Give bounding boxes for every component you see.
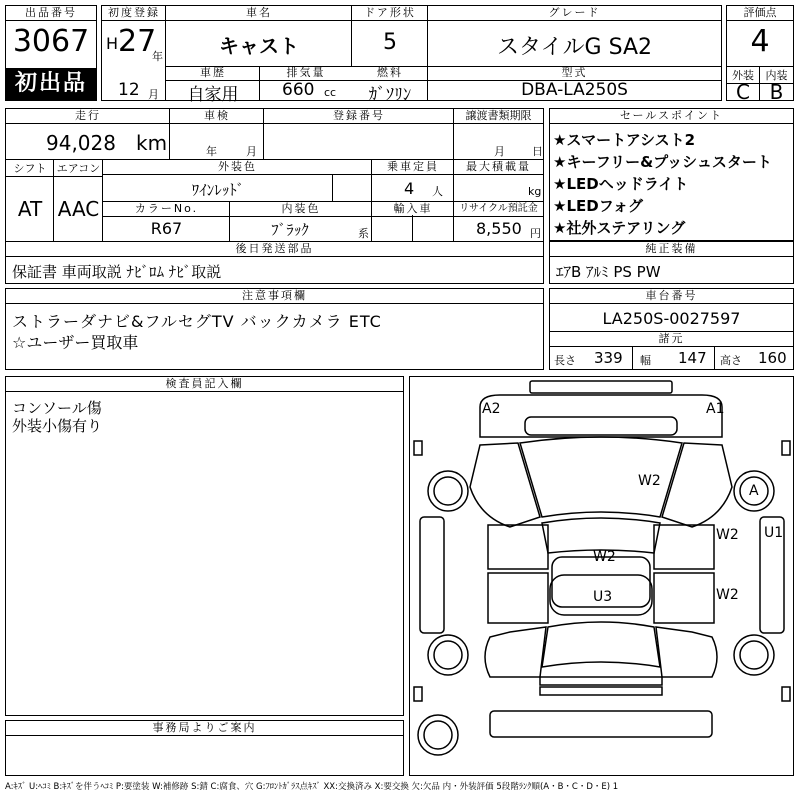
mark-a2: A2 [482, 401, 501, 417]
inspector-label: 検査員記入欄 [6, 377, 403, 392]
vehicle-info-grid [5, 108, 544, 284]
history: 自家用 [187, 85, 239, 105]
equipment-box [549, 241, 794, 284]
reg-month: 12 [118, 80, 140, 100]
displacement: 660 [282, 80, 315, 100]
wid-label: 幅 [640, 354, 651, 367]
load-label: 最大積載量 [454, 160, 543, 175]
name-label: 車名 [166, 6, 352, 21]
first-listing-badge: 初出品 [6, 68, 96, 100]
car-name: キャスト [219, 34, 299, 58]
ext-color-label: 外装色 [103, 160, 372, 175]
notes-box [5, 288, 544, 370]
dims-label: 諸元 [550, 331, 793, 347]
equipment: ｴｱB ｱﾙﾐ PS PW [556, 263, 661, 281]
mark-w2-right-front-door: W2 [716, 527, 739, 543]
sales-point-4: ★LEDフォグ [553, 197, 643, 215]
sales-point-2: ★キーフリー&プッシュスタート [553, 153, 772, 171]
mark-u1: U1 [764, 525, 784, 541]
mileage: 94,028 [46, 131, 116, 155]
grade: スタイルG SA2 [496, 35, 653, 60]
shift: AT [17, 197, 43, 221]
car-outline-diagram [410, 377, 793, 775]
era: H [106, 34, 119, 53]
int-color-suffix: 系 [358, 227, 369, 240]
office-label: 事務局よりご案内 [6, 721, 403, 736]
sales-point-5: ★社外ステアリング [553, 219, 686, 237]
capacity: 4 [404, 179, 415, 198]
len-label: 長さ [554, 354, 576, 367]
mark-u3: U3 [593, 589, 613, 605]
notes-line-2: ☆ユーザー買取車 [12, 333, 139, 352]
office-box [5, 720, 404, 776]
sales-points-box [549, 108, 794, 241]
hgt: 160 [758, 349, 787, 367]
first-reg-label: 初度登録 [102, 6, 166, 21]
damage-diagram [409, 376, 794, 776]
ac-label: エアコン [54, 160, 103, 177]
model-code: DBA-LA250S [521, 80, 628, 100]
year-unit: 年 [152, 50, 163, 63]
sales-point-3: ★LEDヘッドライト [553, 175, 689, 193]
notes-line-1: ストラーダナビ&フルセグTV バックカメラ ETC [12, 312, 382, 331]
mark-w2-roof: W2 [593, 549, 616, 565]
color-no-label: カラーNo. [103, 202, 230, 217]
chassis-box [549, 288, 794, 370]
sales-points-label: セールスポイント [550, 109, 793, 124]
later-parts-label: 後日発送部品 [6, 242, 543, 257]
color-no: R67 [150, 219, 183, 238]
doors-label: ドア形状 [352, 6, 428, 21]
lot-label: 出品番号 [6, 6, 96, 21]
notes-label: 注意事項欄 [6, 289, 543, 304]
inspection-month-unit: 月 [246, 145, 257, 158]
displacement-unit: cc [324, 86, 337, 99]
recycle-unit: 円 [530, 227, 541, 240]
transfer-day-unit: 日 [532, 145, 543, 158]
mileage-unit: km [136, 131, 168, 155]
len: 339 [594, 349, 623, 367]
history-label: 車歴 [166, 66, 260, 81]
score: 4 [750, 24, 770, 59]
regno-label: 登録番号 [264, 109, 454, 124]
transfer-month-unit: 月 [494, 145, 505, 158]
int-color: ﾌﾞﾗｯｸ [271, 221, 309, 239]
lot-box [5, 5, 97, 101]
chassis-number: LA250S-0027597 [602, 309, 741, 328]
later-parts: 保証書 車両取説 ﾅﾋﾞﾛﾑ ﾅﾋﾞ取説 [12, 263, 222, 281]
capacity-unit: 人 [432, 185, 443, 198]
inspection-year-unit: 年 [206, 145, 217, 158]
lot-number: 3067 [12, 24, 90, 59]
reg-year: 27 [118, 24, 157, 59]
month-unit: 月 [148, 88, 159, 101]
int-color-label: 内装色 [230, 202, 372, 217]
score-label: 評価点 [727, 6, 793, 21]
legend: A:ｷｽﾞ U:ﾍｺﾐ B:ｷｽﾞを伴うﾍｺﾐ P:要塗装 W:補修跡 S:錆 C:腐食、穴 G:ﾌﾛﾝﾄｶﾞﾗｽ点ｷｽﾞ XX:交換済み X:要交換 欠:欠品 内・外装評価 5段階ﾗﾝｸ順(A・B・C・D・E) 1 [5, 782, 619, 792]
grade-label: グレード [428, 6, 721, 21]
doors: 5 [383, 30, 397, 55]
recycle: 8,550 [476, 219, 522, 238]
score-box [726, 5, 794, 104]
model-label: 型式 [428, 66, 721, 81]
inspection-label: 車検 [170, 109, 264, 124]
equipment-label: 純正装備 [550, 242, 793, 257]
recycle-label: リサイクル預託金 [454, 202, 543, 217]
ext-color: ﾜｲﾝﾚｯﾄﾞ [191, 181, 245, 199]
transfer-label: 譲渡書類期限 [454, 109, 543, 124]
hgt-label: 高さ [720, 354, 742, 367]
sales-point-1: ★スマートアシスト2 [553, 131, 696, 149]
mark-a-tire: A [749, 483, 759, 499]
fuel: ｶﾞｿﾘﾝ [368, 85, 412, 105]
inspector-box [5, 376, 404, 716]
mileage-label: 走行 [6, 109, 170, 124]
shift-label: シフト [6, 160, 54, 177]
import-label: 輸入車 [372, 202, 454, 217]
ext-grade: C [736, 80, 750, 104]
ext-label: 外装 [727, 67, 759, 84]
chassis-label: 車台番号 [550, 289, 793, 304]
capacity-label: 乗車定員 [372, 160, 454, 175]
header-grid [101, 5, 722, 105]
mark-a1: A1 [706, 401, 725, 417]
wid: 147 [678, 349, 707, 367]
inspector-line-2: 外装小傷有り [12, 417, 103, 435]
load-unit: kg [528, 185, 542, 198]
ac: AAC [57, 197, 100, 221]
mark-w2-right-rear-door: W2 [716, 587, 739, 603]
inspector-line-1: コンソール傷 [12, 399, 102, 417]
fuel-label: 燃料 [352, 66, 428, 81]
displacement-label: 排気量 [260, 66, 352, 81]
mark-w2-hood: W2 [638, 473, 661, 489]
int-label: 内装 [760, 67, 793, 84]
int-grade: B [769, 80, 784, 104]
